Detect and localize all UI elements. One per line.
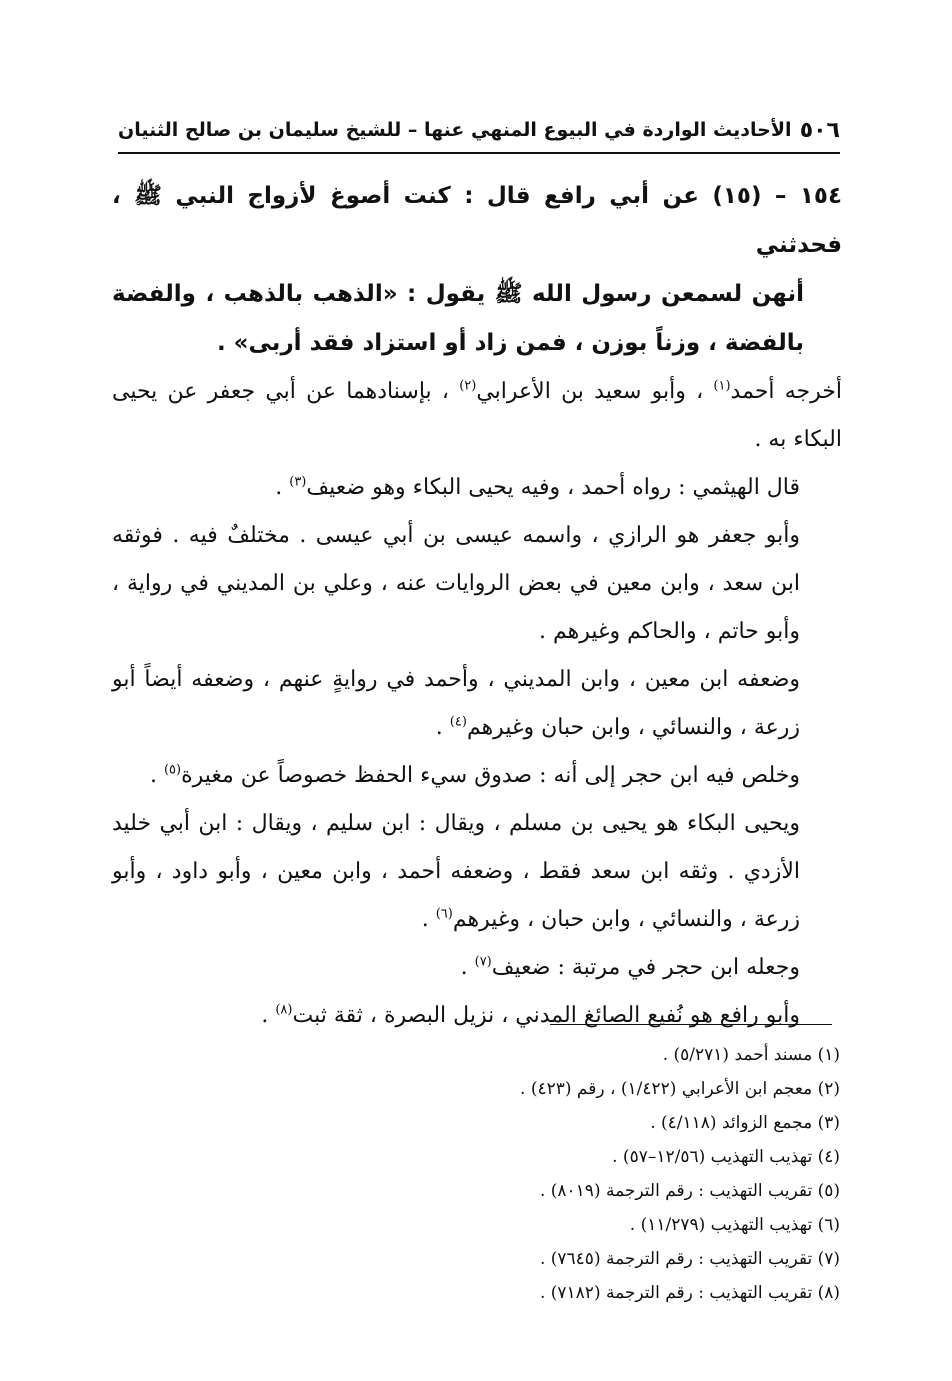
- paragraph-takhrij: [112, 368, 842, 464]
- footnote-ref-1[interactable]: (١): [713, 378, 731, 394]
- footnote-ref-7[interactable]: (٧): [474, 954, 492, 970]
- footnote-5: (٥) تقريب التهذيب : رقم الترجمة (٨٠١٩) .: [539, 1181, 840, 1201]
- footnotes: [300, 1038, 840, 1310]
- hadith-line-3: بالفضة ، وزناً بوزن ، فمن زاد أو استزاد فقد أربى» .: [216, 330, 804, 356]
- takhrij-text-1: أخرجه أحمد: [730, 379, 842, 404]
- footnote-ref-8[interactable]: (٨): [275, 1002, 293, 1018]
- yahya-grade-end: .: [460, 955, 468, 980]
- yahya-text: ويحيى البكاء هو يحيى بن مسلم ، ويقال : ابن سليم ، ويقال : ابن أبي خليد الأزدي . وثقه ابن سعد فقط ، وضعفه أحمد ، وابن معين ، وأبو داود ، وأبو زرعة ، والنسائي ، وابن حبان ، وغيرهم: [112, 811, 800, 932]
- footnote-1: (١) مسند أحمد (٥/٢٧١) .: [662, 1045, 840, 1065]
- footnote-3: (٣) مجمع الزوائد (٤/١١٨) .: [650, 1113, 840, 1133]
- weakening-text: وضعفه ابن معين ، وابن المديني ، وأحمد في روايةٍ عنهم ، وضعفه أيضاً أبو زرعة ، والنسائي ، وابن حبان وغيرهم: [112, 667, 800, 740]
- page-number: ٥٠٦: [799, 117, 840, 143]
- abu-rafi-text: وأبو رافع هو نُفيع الصائغ المدني ، نزيل البصرة ، ثقة ثبت: [292, 1003, 800, 1028]
- footnote-2: (٢) معجم ابن الأعرابي (١/٤٢٢) ، رقم (٤٢٣) .: [520, 1079, 840, 1099]
- yahya-grade-text: وجعله ابن حجر في مرتبة : ضعيف: [491, 955, 800, 980]
- footnote-ref-4[interactable]: (٤): [449, 714, 467, 730]
- paragraph-yahya: [112, 800, 842, 944]
- hadith-continuation: [112, 270, 842, 368]
- takhrij-text-2: ، وأبو سعيد بن الأعرابي: [476, 379, 704, 404]
- ibn-hajar-end: .: [149, 763, 157, 788]
- footnote-8: (٨) تقريب التهذيب : رقم الترجمة (٧١٨٢) .: [539, 1283, 840, 1303]
- paragraph-abu-rafi: [112, 992, 842, 1040]
- running-title: الأحاديث الواردة في البيوع المنهي عنها – للشيخ سليمان بن صالح الثنيان: [118, 119, 792, 141]
- takhrij-text-3: ، بإسنادهما عن أبي جعفر عن يحيى البكاء به .: [112, 379, 842, 452]
- yahya-end: .: [421, 907, 429, 932]
- weakening-end: .: [435, 715, 443, 740]
- hadith-text: [112, 172, 842, 270]
- footnote-ref-3[interactable]: (٣): [289, 474, 307, 490]
- paragraph-abu-jafar: وأبو جعفر هو الرازي ، واسمه عيسى بن أبي عيسى . مختلفٌ فيه . فوثقه ابن سعد ، وابن معين في بعض الروايات عنه ، وعلي بن المديني في رواية ، وأبو حاتم ، والحاكم وغيرهم .: [112, 523, 800, 644]
- footnote-6: (٦) تهذيب التهذيب (١١/٢٧٩) .: [629, 1215, 840, 1235]
- paragraph-haythami: [112, 464, 842, 512]
- haythami-end: .: [275, 475, 283, 500]
- hadith-number: ١٥٤ – (١٥): [712, 183, 842, 209]
- hadith-line-2: أنهن لسمعن رسول الله ﷺ يقول : «الذهب بالذهب ، والفضة: [112, 281, 804, 307]
- paragraph-weakening: [112, 656, 842, 752]
- footnote-ref-6[interactable]: (٦): [435, 906, 453, 922]
- paragraph-yahya-grade: [112, 944, 842, 992]
- footnote-divider: [550, 1024, 832, 1025]
- abu-rafi-end: .: [261, 1003, 269, 1028]
- footnote-7: (٧) تقريب التهذيب : رقم الترجمة (٧٦٤٥) .: [539, 1249, 840, 1269]
- running-header: [118, 108, 840, 154]
- ibn-hajar-text: وخلص فيه ابن حجر إلى أنه : صدوق سيء الحفظ خصوصاً عن مغيرة: [181, 763, 800, 788]
- main-text: [112, 172, 842, 1040]
- hadith-line-1: عن أبي رافع قال : كنت أصوغ لأزواج النبي ﷺ ، فحدثني: [112, 183, 842, 258]
- haythami-text: قال الهيثمي : رواه أحمد ، وفيه يحيى البكاء وهو ضعيف: [306, 475, 800, 500]
- footnote-ref-5[interactable]: (٥): [163, 762, 182, 778]
- footnote-ref-2[interactable]: (٢): [459, 378, 477, 394]
- paragraph-ibn-hajar: [112, 752, 842, 800]
- footnote-4: (٤) تهذيب التهذيب (١٢/٥٦–٥٧) .: [612, 1147, 840, 1167]
